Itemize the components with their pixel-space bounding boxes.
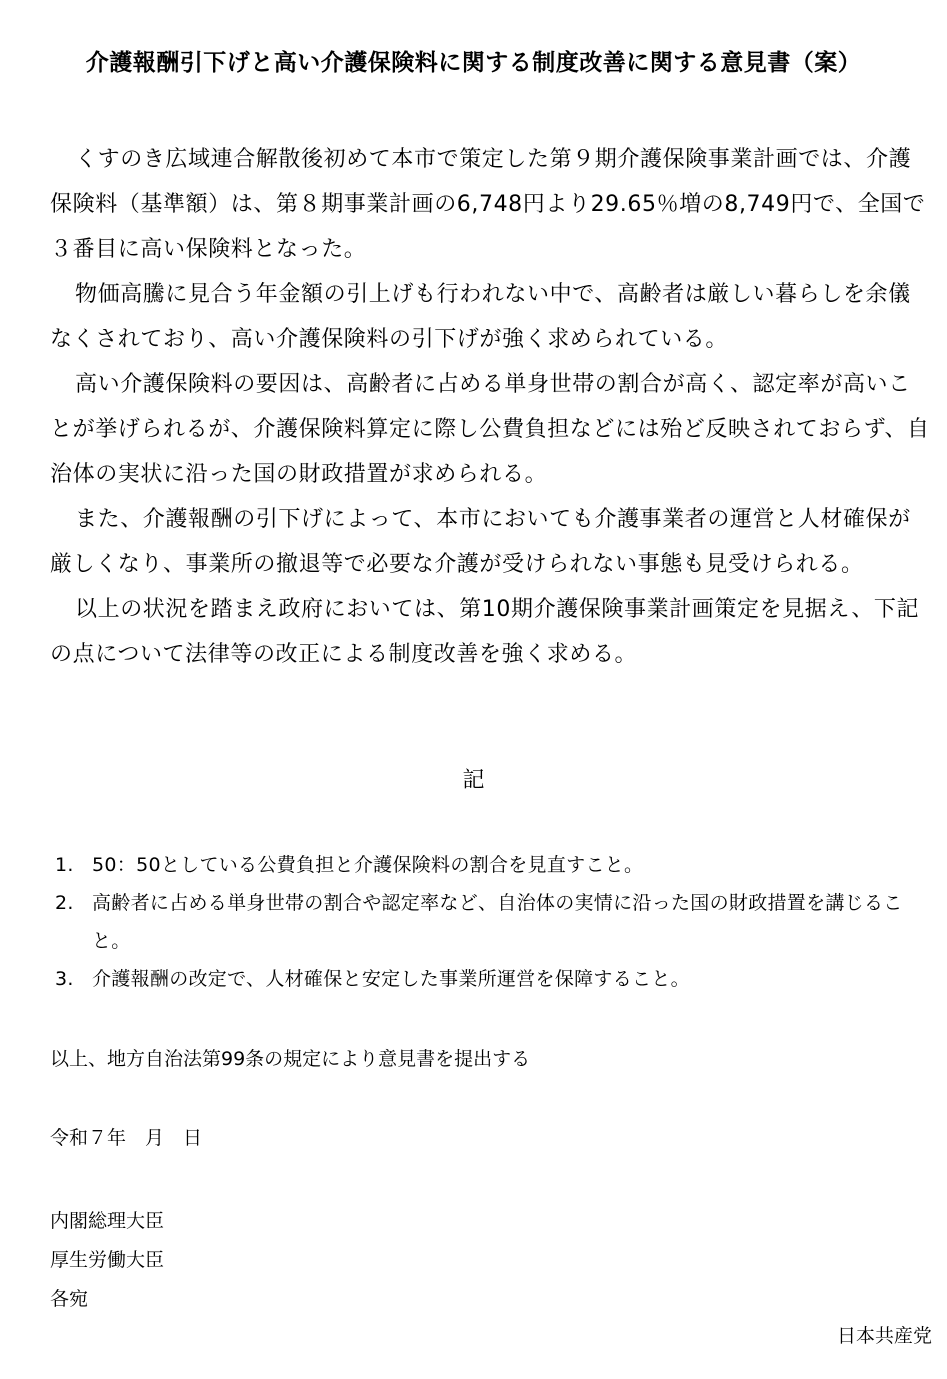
recipient: 内閣総理大臣 — [50, 1210, 165, 1232]
date-line: 令和７年 月 日 — [50, 1127, 203, 1149]
item-text: 高齢者に占める単身世帯の割合や認定率など、自治体の実情に沿った国の財政措置を講じること。 — [92, 892, 903, 952]
list-item — [55, 960, 930, 998]
paragraph: くすのき広域連合解散後初めて本市で策定した第９期介護保険事業計画では、介護保険料（基準額）は、第８期事業計画の6,748円より29.65％増の8,749円で、全国で３番目に高い保険料となった。 — [50, 147, 926, 262]
ki-heading: 記 — [462, 768, 485, 793]
recipients — [50, 1202, 164, 1319]
document-title: 介護報酬引下げと高い介護保険料に関する制度改善に関する意見書（案） — [85, 50, 862, 76]
request-list — [55, 846, 930, 998]
list-item — [55, 884, 930, 960]
item-text: 50：50としている公費負担と介護保険料の割合を見直すこと。 — [92, 854, 644, 876]
paragraph: 以上の状況を踏まえ政府においては、第10期介護保険事業計画策定を見据え、下記の点について法律等の改正による制度改善を強く求める。 — [50, 597, 920, 667]
closing-statement: 以上、地方自治法第99条の規定により意見書を提出する — [50, 1048, 531, 1070]
item-number: 3. — [55, 968, 74, 990]
list-item — [55, 846, 930, 884]
paragraph: また、介護報酬の引下げによって、本市においても介護事業者の運営と人材確保が厳しくなり、事業所の撤退等で必要な介護が受けられない事態も見受けられる。 — [50, 507, 911, 577]
item-text: 介護報酬の改定で、人材確保と安定した事業所運営を保障すること。 — [92, 968, 690, 990]
paragraph: 物価高騰に見合う年金額の引上げも行われない中で、高齢者は厳しい暮らしを余儀なくされており、高い介護保険料の引下げが強く求められている。 — [50, 282, 911, 352]
paragraph: 高い介護保険料の要因は、高齢者に占める単身世帯の割合が高く、認定率が高いことが挙げられるが、介護保険料算定に際し公費負担などには殆ど反映されておらず、自治体の実状に沿った国の財政措置が求められる。 — [50, 372, 930, 487]
submitter: 日本共産党 — [836, 1325, 932, 1347]
recipient: 厚生労働大臣 — [50, 1249, 165, 1271]
item-number: 1. — [55, 854, 74, 876]
item-number: 2. — [55, 892, 74, 914]
recipient: 各宛 — [50, 1288, 89, 1310]
body-text — [50, 137, 930, 677]
